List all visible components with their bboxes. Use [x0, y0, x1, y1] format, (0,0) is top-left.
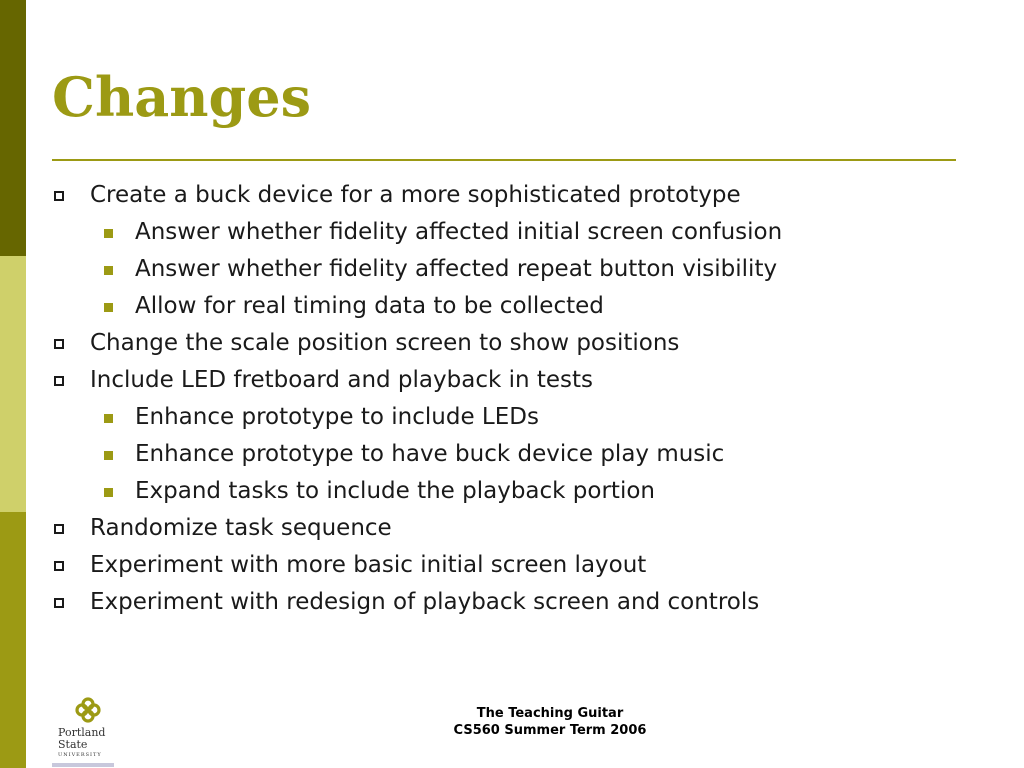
bullet-text: Allow for real timing data to be collected [135, 293, 604, 319]
logo-underline [52, 763, 114, 767]
bullet-text: Change the scale position screen to show positions [90, 330, 680, 356]
sub-bullet-item [0, 251, 782, 288]
bullet-text: Answer whether fidelity affected initial screen confusion [135, 219, 783, 245]
university-logo [52, 696, 114, 768]
footer-line-term: CS560 Summer Term 2006 [453, 723, 647, 738]
slide-footer [395, 705, 705, 739]
sub-bullet-item [0, 436, 782, 473]
bullet-item [0, 177, 782, 214]
solid-square-bullet-icon [104, 488, 113, 497]
bullet-text: Experiment with more basic initial screen layout [90, 552, 647, 578]
bullet-list [0, 177, 782, 621]
logo-line-state: State [58, 738, 88, 751]
hollow-square-bullet-icon [54, 339, 64, 349]
bullet-text: Expand tasks to include the playback portion [135, 478, 655, 504]
portland-state-knot-icon [52, 696, 114, 726]
sub-bullet-item [0, 473, 782, 510]
hollow-square-bullet-icon [54, 598, 64, 608]
bullet-item [0, 584, 782, 621]
solid-square-bullet-icon [104, 451, 113, 460]
bullet-item [0, 325, 782, 362]
bullet-text: Answer whether fidelity affected repeat button visibility [135, 256, 778, 282]
slide-title: Changes [52, 65, 312, 129]
hollow-square-bullet-icon [54, 376, 64, 386]
footer-line-course-title: The Teaching Guitar [476, 706, 624, 721]
bullet-item [0, 362, 782, 399]
sub-bullet-item [0, 288, 782, 325]
solid-square-bullet-icon [104, 229, 113, 238]
bullet-text: Create a buck device for a more sophisticated prototype [90, 182, 741, 208]
solid-square-bullet-icon [104, 266, 113, 275]
bullet-item [0, 547, 782, 584]
sub-bullet-item [0, 399, 782, 436]
hollow-square-bullet-icon [54, 191, 64, 201]
hollow-square-bullet-icon [54, 524, 64, 534]
logo-line-university: UNIVERSITY [58, 752, 102, 758]
bullet-item [0, 510, 782, 547]
hollow-square-bullet-icon [54, 561, 64, 571]
logo-line-portland: Portland [58, 726, 106, 739]
title-divider [52, 159, 956, 161]
bullet-text: Enhance prototype to include LEDs [135, 404, 539, 430]
sub-bullet-item [0, 214, 782, 251]
bullet-text: Enhance prototype to have buck device play music [135, 441, 725, 467]
bullet-text: Experiment with redesign of playback screen and controls [90, 589, 760, 615]
bullet-text: Include LED fretboard and playback in tests [90, 367, 594, 393]
solid-square-bullet-icon [104, 414, 113, 423]
solid-square-bullet-icon [104, 303, 113, 312]
bullet-text: Randomize task sequence [90, 515, 392, 541]
